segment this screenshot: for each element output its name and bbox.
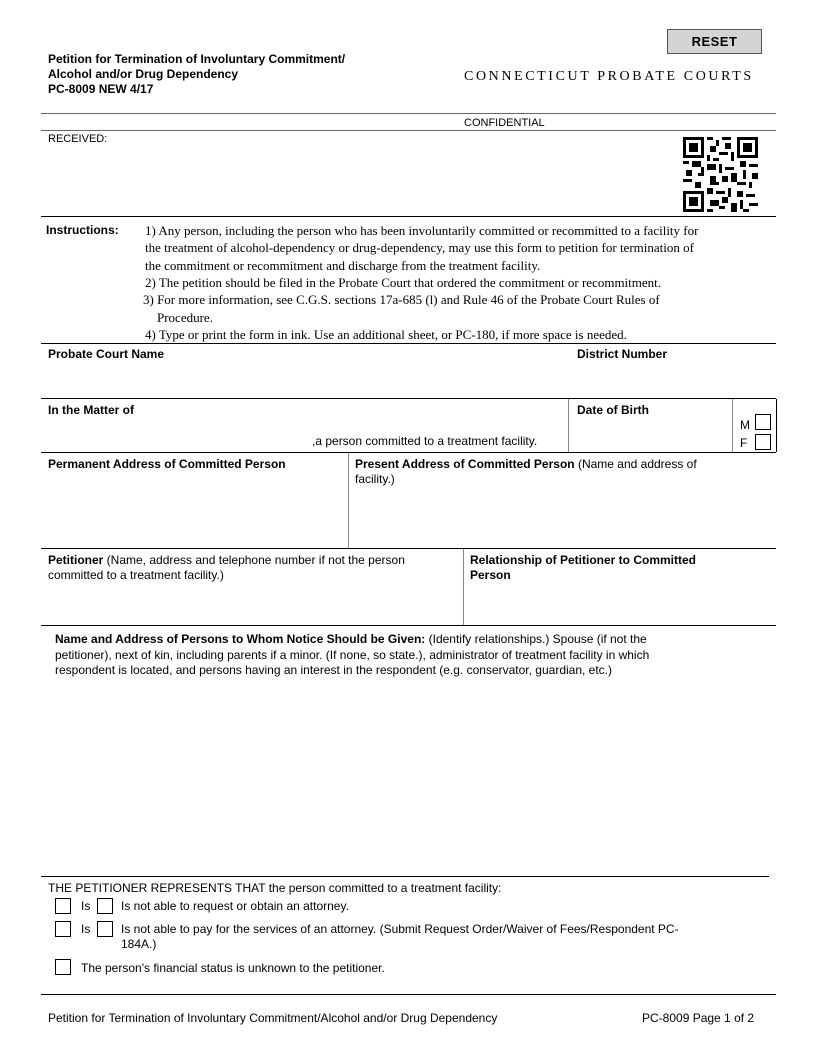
instruction-line: 4) Type or print the form in ink. Use an additional sheet, or PC-180, if more space is needed.: [145, 327, 627, 342]
petitioner-input[interactable]: [48, 585, 453, 621]
district-number-input[interactable]: [577, 363, 767, 395]
represents-heading: THE PETITIONER REPRESENTS THAT the person committed to a treatment facility:: [48, 881, 502, 895]
present-address-input[interactable]: [355, 490, 765, 544]
form-title-line2: Alcohol and/or Drug Dependency: [48, 67, 239, 81]
notice-label-line2: petitioner), next of kin, including parents if a minor. (If none, so state.), administrator of treatment facility in which: [55, 648, 650, 662]
present-address-label-rest: (Name and address of: [574, 457, 697, 471]
instruction-line: Procedure.: [157, 310, 213, 325]
reset-button[interactable]: RESET: [667, 29, 762, 54]
notice-persons-input[interactable]: [55, 682, 765, 870]
represents-not-able-pay-checkbox[interactable]: [97, 921, 113, 937]
notice-label-line3: respondent is located, and persons having an interest in the respondent (e.g. conservator, guardian, etc.): [55, 663, 613, 677]
present-address-label-line2: facility.): [355, 472, 395, 486]
date-of-birth-label: Date of Birth: [577, 403, 649, 417]
petitioner-label-rest: (Name, address and telephone number if not the person: [103, 553, 405, 567]
represents-is-label: Is: [81, 922, 91, 936]
committed-suffix-text: ,a person committed to a treatment facility.: [312, 434, 538, 448]
probate-court-name-label: Probate Court Name: [48, 347, 165, 361]
option-not-able-pay-attorney: Is not able to pay for the services of an attorney. (Submit Request Order/Waiver of Fees/Respondent PC-: [121, 922, 679, 936]
permanent-address-label: Permanent Address of Committed Person: [48, 457, 286, 471]
form-title-line1: Petition for Termination of Involuntary Commitment/: [48, 52, 346, 66]
footer-form-title: Petition for Termination of Involuntary Commitment/Alcohol and/or Drug Dependency: [48, 1011, 498, 1025]
represents-is-checkbox-1[interactable]: [55, 898, 71, 914]
option-not-able-pay-attorney-line2: 184A.): [121, 937, 157, 951]
represents-is-label: Is: [81, 899, 91, 913]
relationship-label-line2: Person: [470, 568, 511, 582]
sex-m-label: M: [740, 418, 750, 432]
notice-label: [55, 632, 647, 646]
date-of-birth-input[interactable]: [577, 418, 727, 448]
represents-is-checkbox-2[interactable]: [55, 921, 71, 937]
relationship-input[interactable]: [470, 585, 765, 621]
permanent-address-input[interactable]: [48, 475, 338, 543]
instruction-line: 1) Any person, including the person who has been involuntarily committed or recommitted to a facility for: [145, 223, 699, 238]
sex-m-checkbox[interactable]: [755, 414, 771, 430]
committed-person-name-input[interactable]: [48, 418, 558, 434]
footer-page-number: PC-8009 Page 1 of 2: [642, 1011, 755, 1025]
form-id: PC-8009 NEW 4/17: [48, 82, 154, 96]
instruction-line: the treatment of alcohol-dependency or drug-dependency, may use this form to petition for termination of: [145, 240, 694, 255]
instruction-line: 3) For more information, see C.G.S. sections 17a-685 (l) and Rule 46 of the Probate Court Rules of: [143, 292, 660, 307]
present-address-label-bold: Present Address of Committed Person: [355, 457, 575, 471]
option-not-able-obtain-attorney: Is not able to request or obtain an attorney.: [121, 899, 349, 913]
relationship-label: Relationship of Petitioner to Committed: [470, 553, 697, 567]
instruction-line: the commitment or recommitment and discharge from the treatment facility.: [145, 258, 541, 273]
petitioner-label-bold: Petitioner: [48, 553, 104, 567]
received-label: RECEIVED:: [48, 133, 108, 145]
qr-code-icon: [683, 137, 758, 212]
sex-f-label: F: [740, 436, 748, 450]
court-banner: CONNECTICUT PROBATE COURTS: [464, 69, 754, 84]
instructions-label: Instructions:: [46, 223, 119, 237]
confidential-label: CONFIDENTIAL: [464, 117, 545, 129]
financial-status-unknown-checkbox[interactable]: [55, 959, 71, 975]
petitioner-label-line2: committed to a treatment facility.): [48, 568, 224, 582]
present-address-label: [355, 457, 697, 471]
notice-label-bold: Name and Address of Persons to Whom Notice Should be Given:: [55, 632, 426, 646]
option-financial-status-unknown: The person's financial status is unknown to the petitioner.: [81, 961, 385, 975]
probate-court-name-input[interactable]: [48, 363, 568, 395]
petitioner-label: [48, 553, 405, 567]
represents-not-able-obtain-checkbox[interactable]: [97, 898, 113, 914]
notice-label-rest: (Identify relationships.) Spouse (if not the: [425, 632, 647, 646]
district-number-label: District Number: [577, 347, 668, 361]
in-the-matter-of-label: In the Matter of: [48, 403, 134, 417]
sex-f-checkbox[interactable]: [755, 434, 771, 450]
instruction-line: 2) The petition should be filed in the Probate Court that ordered the commitment or recommitment.: [145, 275, 662, 290]
